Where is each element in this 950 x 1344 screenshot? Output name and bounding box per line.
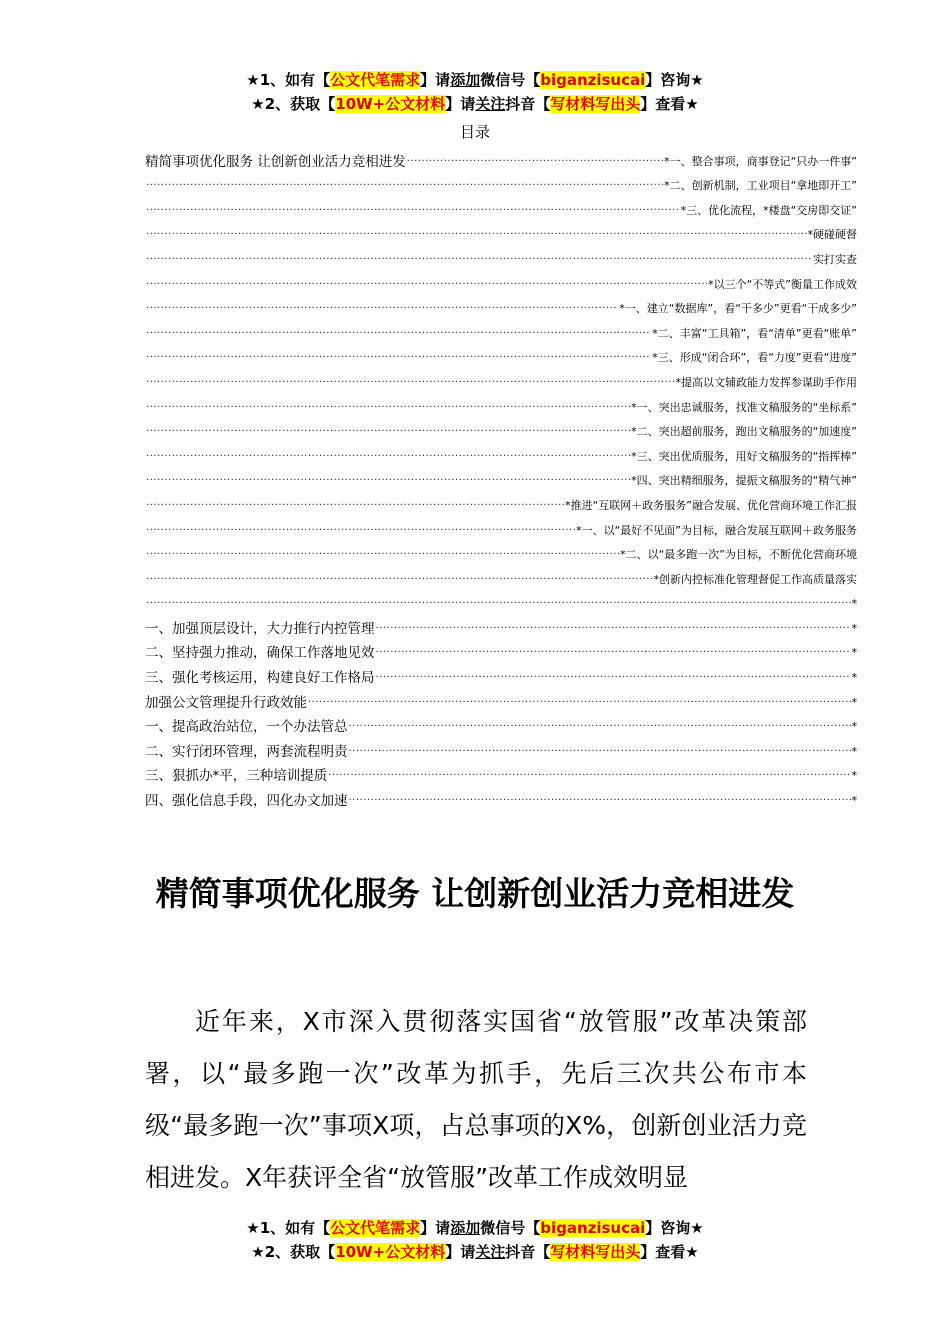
promo-text: 】查看★: [640, 1243, 699, 1261]
toc-entry[interactable]: [145, 392, 857, 417]
toc-leader-dots: [146, 543, 619, 561]
toc-leader-dots: [146, 396, 630, 414]
toc-entry-text: 加强公文管理提升行政效能: [145, 694, 307, 711]
toc-entry[interactable]: [145, 220, 857, 245]
toc-leader-dots: [376, 666, 851, 684]
promo-highlight: 写材料写出头: [550, 1243, 641, 1261]
toc-entry-page: *以三个“不等式”衡量工作成效: [708, 277, 857, 291]
toc-entry-text: 三、狠抓办*平，三种培训提质: [145, 768, 328, 785]
promo-banner-top: [0, 68, 950, 116]
toc-entry[interactable]: [145, 294, 857, 319]
promo-underline: 关注: [475, 1243, 506, 1261]
toc-entry-page: *: [851, 744, 857, 758]
toc-entry-page: *二、丰富“工具箱”，看“清单”更看“账单”: [652, 326, 857, 340]
toc-entry-page: *一、突出忠诚服务，找准文稿服务的“坐标系”: [631, 400, 857, 414]
toc-leader-dots: [146, 322, 651, 340]
promo-text: 】咨询★: [645, 71, 704, 89]
toc-entry-page: *一、以“最好不见面”为目标，融合发展互联网＋政务服务: [576, 523, 857, 537]
toc-entry[interactable]: [145, 318, 857, 343]
toc-leader-dots: [146, 420, 630, 438]
toc-entry[interactable]: [145, 540, 857, 565]
toc-entry[interactable]: [145, 712, 857, 737]
toc-leader-dots: [146, 519, 575, 537]
promo-text: ★1、如有【: [246, 1219, 331, 1237]
toc-leader-dots: [146, 248, 812, 266]
toc-entry[interactable]: [145, 589, 857, 614]
toc-leader-dots: [146, 592, 851, 610]
promo-underline: 关注: [475, 95, 506, 113]
toc-entry[interactable]: [145, 761, 857, 786]
toc-leader-dots: [146, 568, 653, 586]
article-paragraph: 近年来，X市深入贯彻落实国省“放管服”改革决策部署，以“最多跑一次”改革为抓手，先后三次共公布市本级“最多跑一次”事项X项，占总事项的X%，创新创业活力竞相进发。X年获评全省“放管服”改革工作成效明显: [145, 1007, 807, 1192]
toc-leader-dots: [328, 764, 850, 782]
toc-leader-dots: [349, 740, 851, 758]
toc-leader-dots: [376, 641, 851, 659]
toc-entry[interactable]: [145, 367, 857, 392]
promo-highlight: 写材料写出头: [550, 95, 641, 113]
toc-entry-page: *三、突出优质服务，用好文稿服务的“指挥棒”: [631, 449, 857, 463]
toc-entry[interactable]: [145, 244, 857, 269]
toc-leader-dots: [146, 346, 651, 364]
article-title: 精简事项优化服务 让创新创业活力竞相进发: [155, 874, 795, 913]
promo-text: 微信号【: [480, 1219, 541, 1237]
toc-leader-dots: [407, 150, 663, 168]
promo-line-1: [0, 68, 950, 92]
toc-entry[interactable]: [145, 171, 857, 196]
promo-highlight: biganzisucai: [540, 71, 646, 89]
toc-entry-page: *: [851, 646, 857, 660]
toc-entry-page: *推进“互联网＋政务服务”融合发展、优化营商环境工作汇报: [565, 498, 857, 512]
promo-text: 抖音【: [505, 1243, 551, 1261]
toc-entry-page: *三、形成“闭合环”，看“力度”更看“进度”: [652, 351, 857, 365]
promo-text: 】请: [445, 95, 476, 113]
toc-leader-dots: [146, 371, 675, 389]
toc-entry-page: *: [851, 769, 857, 783]
toc-entry-page: *二、创新机制，工业项目“拿地即开工”: [664, 179, 857, 193]
toc-entry[interactable]: [145, 785, 857, 810]
toc-leader-dots: [349, 789, 851, 807]
toc-title: 目录: [459, 123, 490, 141]
promo-text: 】请: [445, 1243, 476, 1261]
toc-entry-text: 一、加强顶层设计，大力推行内控管理: [145, 620, 375, 637]
table-of-contents: [145, 146, 857, 810]
toc-entry-page: *: [851, 621, 857, 635]
toc-entry-text: 四、强化信息手段，四化办文加速: [145, 793, 348, 810]
toc-entry-page: *创新内控标准化管理督促工作高质量落实: [653, 572, 857, 586]
promo-text: ★2、获取【: [251, 95, 336, 113]
toc-entry[interactable]: [145, 466, 857, 491]
promo-highlight: 公文代笔需求: [330, 71, 421, 89]
toc-entry-text: 二、实行闭环管理，两套流程明责: [145, 743, 348, 760]
promo-text: ★1、如有【: [246, 71, 331, 89]
toc-leader-dots: [146, 273, 707, 291]
toc-leader-dots: [146, 445, 630, 463]
promo-highlight: 10W+公文材料: [335, 95, 446, 113]
toc-entry[interactable]: [145, 490, 857, 515]
promo-underline: 添加: [450, 71, 481, 89]
toc-leader-dots: [146, 174, 663, 192]
toc-entry-page: *: [851, 695, 857, 709]
toc-entry[interactable]: [145, 441, 857, 466]
toc-entry[interactable]: [145, 146, 857, 171]
toc-leader-dots: [146, 199, 680, 217]
promo-banner-bottom: [0, 1216, 950, 1264]
toc-entry[interactable]: [145, 564, 857, 589]
toc-entry[interactable]: [145, 662, 857, 687]
toc-entry-page: *: [851, 597, 857, 611]
toc-entry[interactable]: [145, 195, 857, 220]
promo-line-2: [0, 92, 950, 116]
promo-text: ★2、获取【: [251, 1243, 336, 1261]
toc-entry-page: *硬碰硬督: [807, 228, 857, 242]
promo-highlight: 公文代笔需求: [330, 1219, 421, 1237]
toc-entry-text: 三、强化考核运用，构建良好工作格局: [145, 670, 375, 687]
toc-leader-dots: [349, 715, 851, 733]
promo-text: 抖音【: [505, 95, 551, 113]
toc-entry[interactable]: [145, 687, 857, 712]
toc-entry-page: *一、整合事项，商事登记“只办一件事”: [664, 154, 857, 168]
toc-entry-page: *提高以文辅政能力发挥参谋助手作用: [675, 375, 857, 389]
toc-entry[interactable]: [145, 613, 857, 638]
toc-entry-page: *: [851, 794, 857, 808]
toc-entry-page: *: [851, 671, 857, 685]
toc-entry[interactable]: [145, 515, 857, 540]
toc-entry-page: *一、建立“数据库”，看“干多少”更看“干成多少”: [619, 302, 857, 316]
toc-entry-text: 二、坚持强力推动，确保工作落地见效: [145, 645, 375, 662]
toc-entry[interactable]: [145, 736, 857, 761]
promo-text: 】请: [420, 1219, 451, 1237]
toc-leader-dots: [146, 469, 630, 487]
toc-entry-text: 一、提高政治站位，一个办法管总: [145, 719, 348, 736]
promo-text: 】请: [420, 71, 451, 89]
promo-line-2: [0, 1240, 950, 1264]
toc-entry-page: *二、突出超前服务，跑出文稿服务的“加速度”: [631, 425, 857, 439]
toc-entry-page: *三、优化流程，*楼盘“交房即交证”: [680, 203, 857, 217]
toc-entry-page: *二、以“最多跑一次”为目标，不断优化营商环境: [620, 548, 857, 562]
promo-text: 】咨询★: [645, 1219, 704, 1237]
toc-entry[interactable]: [145, 417, 857, 442]
promo-underline: 添加: [450, 1219, 481, 1237]
toc-leader-dots: [146, 223, 807, 241]
toc-entry-page: 实打实查: [813, 252, 857, 266]
promo-highlight: 10W+公文材料: [335, 1243, 446, 1261]
toc-entry[interactable]: [145, 269, 857, 294]
promo-text: 】查看★: [640, 95, 699, 113]
promo-text: 微信号【: [480, 71, 541, 89]
toc-entry-page: *四、突出精细服务，提振文稿服务的“精气神”: [631, 474, 857, 488]
toc-entry-page: *: [851, 720, 857, 734]
promo-line-1: [0, 1216, 950, 1240]
toc-entry-text: 精简事项优化服务 让创新创业活力竞相进发: [145, 153, 406, 170]
promo-highlight: biganzisucai: [540, 1219, 646, 1237]
toc-leader-dots: [146, 494, 564, 512]
toc-leader-dots: [146, 297, 618, 315]
toc-leader-dots: [376, 617, 851, 635]
toc-leader-dots: [308, 691, 851, 709]
toc-entry[interactable]: [145, 343, 857, 368]
toc-entry[interactable]: [145, 638, 857, 663]
